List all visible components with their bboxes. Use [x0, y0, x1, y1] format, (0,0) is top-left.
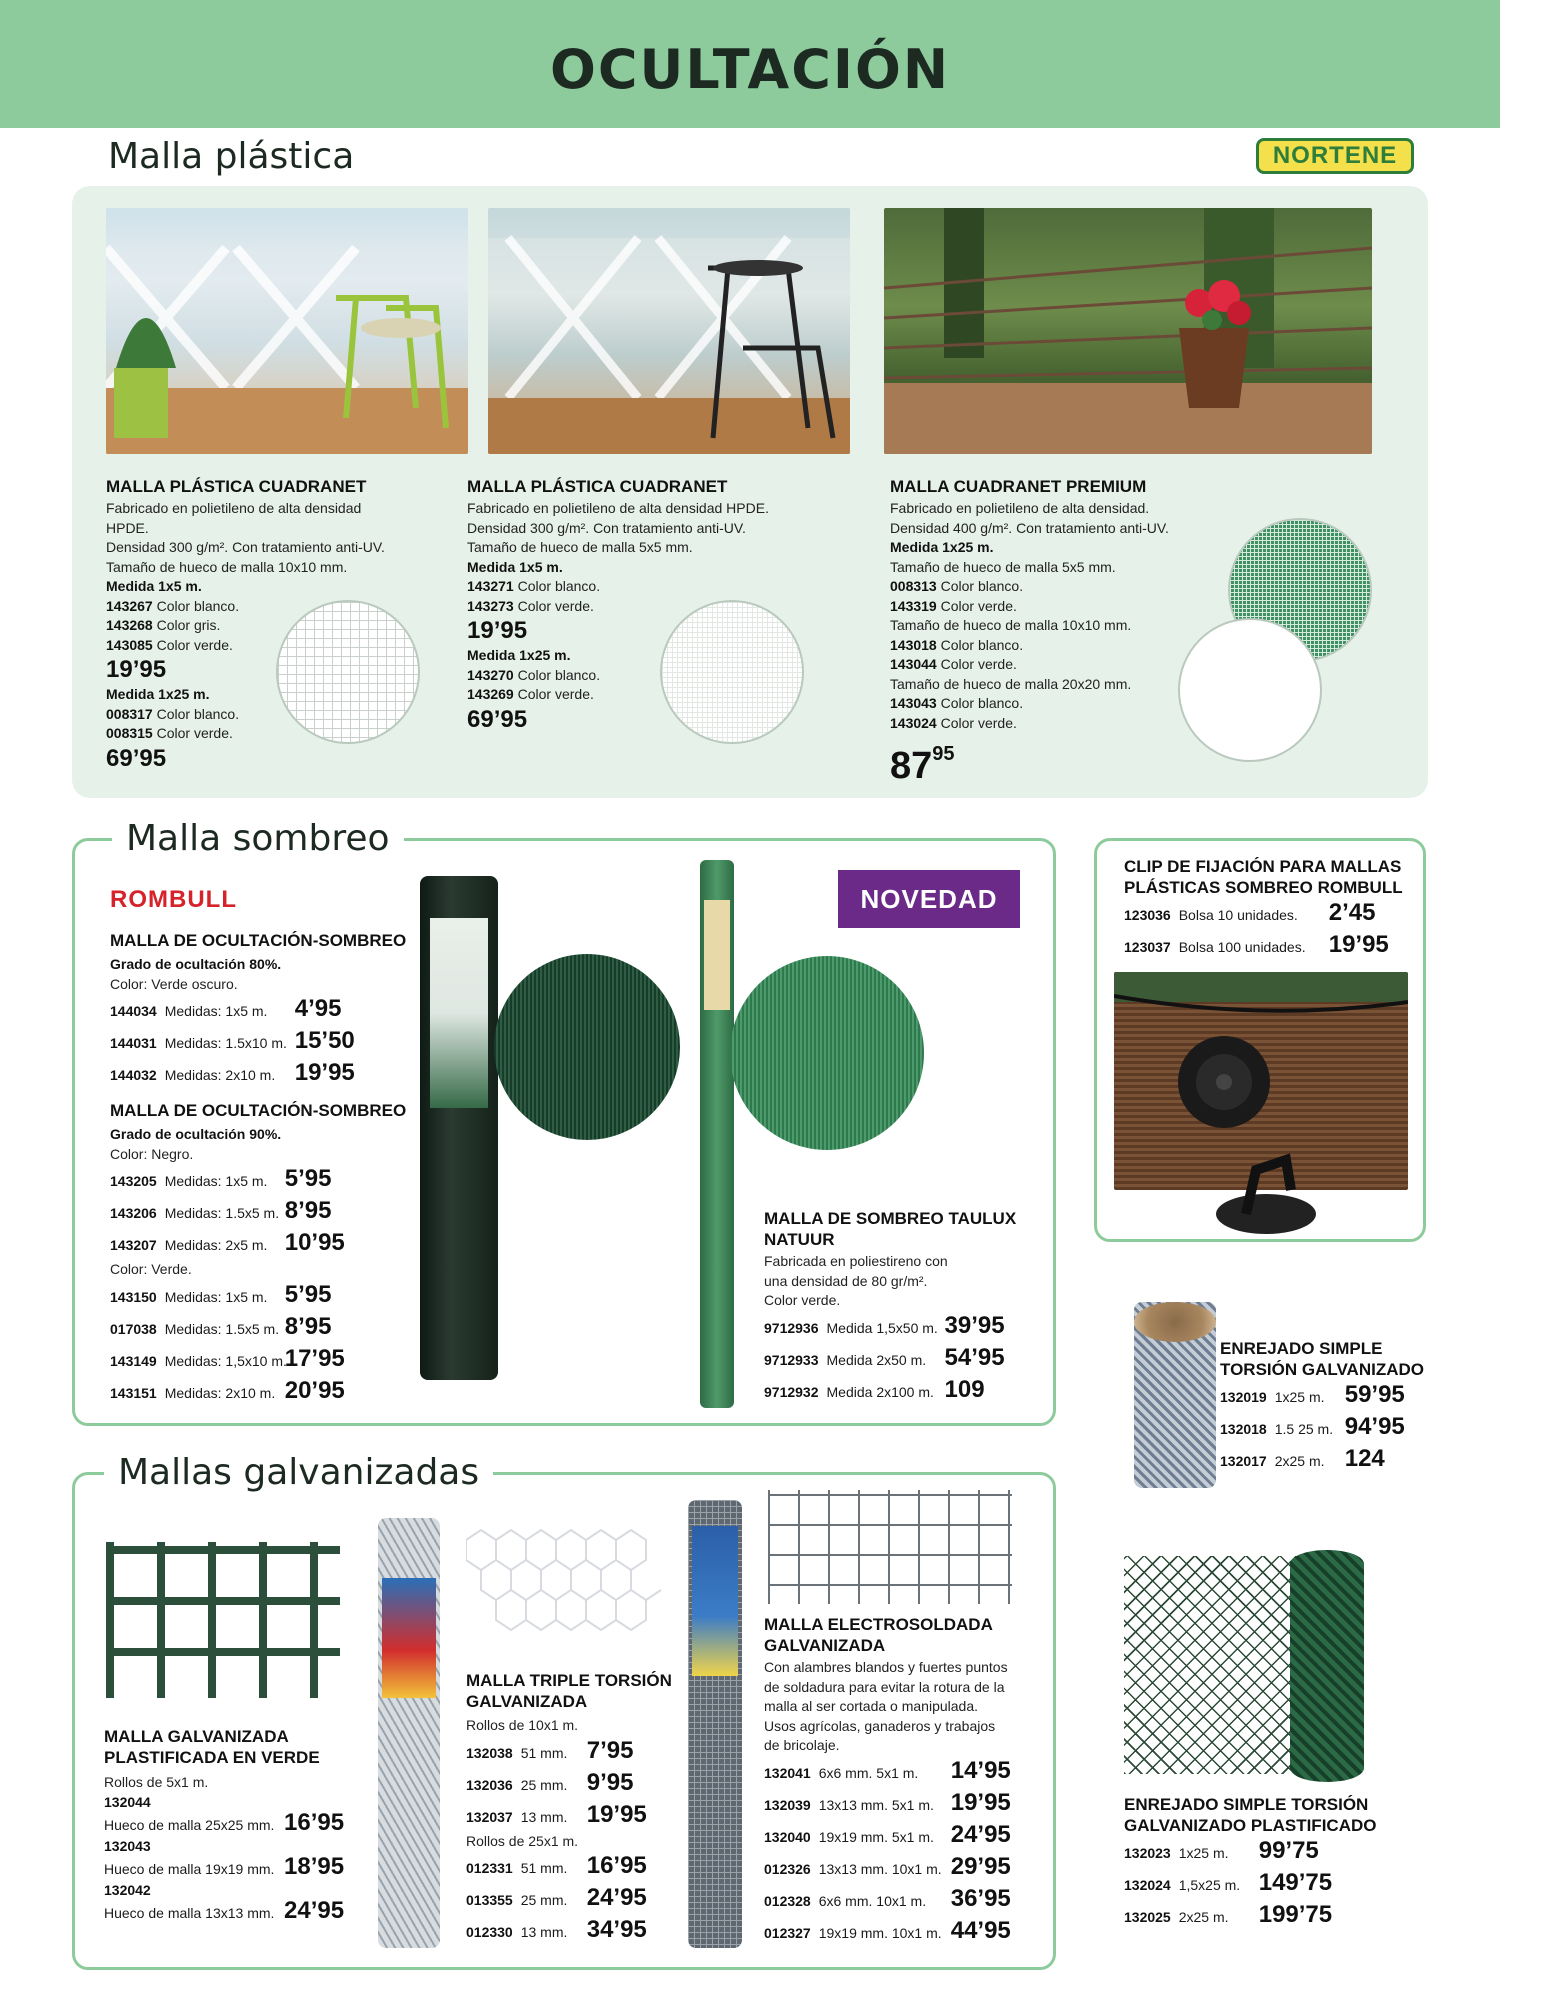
enrejado-plast-product: [1124, 1794, 1424, 1932]
variant-text: 1,5x25 m.: [1178, 1877, 1241, 1893]
variant-text: Color blanco.: [940, 695, 1024, 711]
variant-text: Color blanco.: [517, 578, 601, 594]
variant-text: Medida 2x100 m.: [826, 1383, 934, 1400]
shade-swatch-dark: [494, 954, 680, 1140]
product-code: 143206: [110, 1205, 157, 1221]
garden-photo: [884, 208, 1372, 454]
color-label: Color: Verde oscuro.: [110, 975, 238, 992]
product-code: 143205: [110, 1173, 157, 1189]
product-code: 143269: [467, 686, 514, 702]
product-code: 012326: [764, 1860, 811, 1877]
price: 149’75: [1258, 1869, 1333, 1896]
chainlink-swatch: [1124, 1556, 1300, 1774]
galv-plast-product: [104, 1726, 364, 1924]
product-code: 143268: [106, 617, 153, 633]
product-code: 132023: [1124, 1845, 1171, 1861]
product-code: 012327: [764, 1924, 811, 1941]
desc-line: Fabricado en polietileno de alta densidad.: [890, 500, 1150, 516]
variant-text: 1x25 m.: [1274, 1389, 1325, 1405]
rollos-label: Rollos de 25x1 m.: [466, 1832, 579, 1849]
desc-line: Usos agrícolas, ganaderos y trabajos: [764, 1717, 996, 1734]
price: 109: [944, 1375, 985, 1403]
product-code: 008315: [106, 725, 153, 741]
sombreo-product-a: [110, 930, 410, 1090]
product-code: 132025: [1124, 1909, 1171, 1925]
product-code: 143270: [467, 666, 514, 683]
variant-text: Hueco de malla 19x19 mm.: [104, 1861, 275, 1877]
desc-line: Tamaño de hueco de malla 5x5 mm.: [467, 539, 693, 555]
product-code: 143273: [467, 597, 514, 614]
product-code: 012330: [466, 1924, 513, 1940]
desc-line: de soldadura para evitar la rotura de la: [764, 1678, 1005, 1695]
price: 34’95: [586, 1916, 647, 1943]
variant-text: Bolsa 100 unidades.: [1178, 939, 1306, 955]
enrejado-product: [1220, 1338, 1440, 1476]
variant-text: Tamaño de hueco de malla 10x10 mm.: [890, 617, 1132, 633]
price: 19’95: [106, 656, 167, 683]
roll-label: [382, 1578, 436, 1698]
electro-product: [764, 1614, 1044, 1948]
variant-text: 1.5 25 m.: [1274, 1421, 1334, 1437]
variant-text: Color verde.: [156, 725, 233, 741]
product-code: 143150: [110, 1288, 157, 1305]
variant-text: Color verde.: [940, 656, 1017, 672]
desc-line: Densidad 400 g/m². Con tratamiento anti-UV.: [890, 519, 1169, 536]
variant-text: 13 mm.: [520, 1924, 568, 1940]
shade-roll-green: [700, 860, 734, 1408]
product-code: 132019: [1220, 1389, 1267, 1405]
product-title: MALLA TRIPLE TORSIÓN: [466, 1671, 672, 1690]
novedad-badge: NOVEDAD: [838, 870, 1020, 928]
variant-text: Medidas: 1x5 m.: [164, 1003, 268, 1019]
product-code: 143319: [890, 597, 937, 614]
nortene-logo: NORTENE: [1256, 138, 1414, 174]
product-title: MALLA CUADRANET PREMIUM: [890, 477, 1147, 496]
variant-text: Medidas: 1x5 m.: [164, 1173, 268, 1189]
product-code: 144034: [110, 1003, 157, 1019]
variant-text: Color gris.: [156, 617, 221, 633]
product-title: ENREJADO SIMPLE TORSIÓN: [1124, 1795, 1369, 1814]
variant-text: 19x19 mm. 10x1 m.: [818, 1924, 942, 1941]
variant-text: 6x6 mm. 5x1 m.: [818, 1764, 919, 1781]
product-title: MALLA PLÁSTICA CUADRANET: [106, 477, 367, 496]
price: 18’95: [284, 1853, 345, 1880]
mesh-swatch-white: [276, 600, 420, 744]
price: 39’95: [944, 1311, 1005, 1339]
product-code: 132044: [104, 1794, 151, 1810]
product-code: 132042: [104, 1882, 151, 1898]
price: 24’95: [950, 1820, 1011, 1848]
balcony-photo-2: [488, 208, 850, 454]
variant-text: Medida 1,5x50 m.: [826, 1319, 938, 1336]
measure-label: Medida 1x25 m.: [106, 686, 210, 702]
measure-label: Medida 1x5 m.: [106, 578, 202, 594]
desc-line: Tamaño de hueco de malla 10x10 mm.: [106, 558, 348, 575]
price: 69’95: [467, 705, 528, 733]
price: 29’95: [950, 1852, 1011, 1880]
variant-text: Medida 2x50 m.: [826, 1351, 927, 1368]
measure-label: Medida 1x25 m.: [467, 647, 571, 663]
hex-swatch: [466, 1520, 662, 1650]
product-code: 143044: [890, 656, 937, 672]
price: 16’95: [284, 1809, 345, 1836]
price: 20’95: [284, 1376, 345, 1404]
hex-roll: [378, 1518, 440, 1948]
enrejado-roll: [1134, 1302, 1216, 1488]
product-title: PLÁSTICAS SOMBREO ROMBULL: [1124, 878, 1403, 897]
price: 5’95: [284, 1165, 332, 1192]
chainlink-roll: [1290, 1550, 1364, 1782]
desc-line: Fabricado en polietileno de alta densidad HPDE.: [106, 500, 362, 536]
product-code: 132018: [1220, 1421, 1267, 1437]
desc-line: Fabricado en polietileno de alta densidad HPDE.: [467, 500, 769, 516]
variant-text: 19x19 mm. 5x1 m.: [818, 1828, 934, 1845]
price: 16’95: [586, 1852, 647, 1879]
variant-text: Color blanco.: [156, 705, 240, 722]
variant-text: Medidas: 1.5x5 m.: [164, 1320, 280, 1337]
clip-product: [1124, 856, 1414, 962]
product-title: GALVANIZADA: [466, 1692, 588, 1711]
product-code: 123036: [1124, 907, 1171, 923]
color-label: Color: Verde.: [110, 1261, 192, 1277]
price: 8’95: [284, 1197, 332, 1224]
measure-label: Medida 1x25 m.: [890, 539, 994, 555]
product-code: 008313: [890, 578, 937, 594]
product-title: TORSIÓN GALVANIZADO: [1220, 1360, 1424, 1379]
product-title: PLASTIFICADA EN VERDE: [104, 1748, 320, 1767]
electro-roll: [688, 1500, 742, 1948]
roll-top: [1134, 1302, 1216, 1342]
price: 44’95: [950, 1916, 1011, 1944]
variant-text: Medidas: 1x5 m.: [164, 1288, 268, 1305]
product-code: 144032: [110, 1067, 157, 1083]
roll-label: [704, 900, 730, 1010]
variant-text: Medidas: 1.5x10 m.: [164, 1035, 287, 1051]
product-code: 9712936: [764, 1319, 819, 1336]
variant-text: 13x13 mm. 10x1 m.: [818, 1860, 942, 1877]
price: 19’95: [294, 1059, 355, 1086]
product-code: 143267: [106, 597, 153, 614]
price: 199’75: [1258, 1901, 1333, 1928]
variant-text: Color blanco.: [940, 578, 1024, 594]
product-title: MALLA PLÁSTICA CUADRANET: [467, 477, 728, 496]
product-title: MALLA DE OCULTACIÓN-SOMBREO: [110, 1101, 407, 1120]
product-title: MALLA ELECTROSOLDADA: [764, 1615, 993, 1634]
color-label: Color: Negro.: [110, 1145, 194, 1162]
price: 36’95: [950, 1884, 1011, 1912]
page-title: OCULTACIÓN: [549, 38, 951, 101]
product-code: 008317: [106, 705, 153, 722]
desc-line: una densidad de 80 gr/m².: [764, 1272, 928, 1289]
variant-text: 2x25 m.: [1178, 1909, 1229, 1925]
product-code: 132039: [764, 1796, 811, 1813]
price: 124: [1344, 1445, 1385, 1472]
product-code: 143018: [890, 636, 937, 653]
price: 94’95: [1344, 1413, 1405, 1440]
variant-text: 51 mm.: [520, 1744, 568, 1761]
product-code: 143024: [890, 714, 937, 731]
product-code: 143271: [467, 578, 514, 594]
roll-label: [692, 1526, 738, 1676]
electro-swatch: [768, 1490, 1012, 1604]
price: 54’95: [944, 1343, 1005, 1371]
price: 99’75: [1258, 1837, 1319, 1864]
variant-text: Hueco de malla 13x13 mm.: [104, 1905, 275, 1921]
grado-label: Grado de ocultación 90%.: [110, 1126, 282, 1142]
variant-text: Color verde.: [517, 597, 594, 614]
variant-text: 1x25 m.: [1178, 1845, 1229, 1861]
grado-label: Grado de ocultación 80%.: [110, 956, 282, 972]
shade-roll-dark: [420, 876, 498, 1380]
desc-line: Con alambres blandos y fuertes puntos: [764, 1659, 1008, 1675]
price: 19’95: [467, 617, 528, 644]
roll-label: [430, 918, 488, 1108]
variant-text: Hueco de malla 25x25 mm.: [104, 1817, 275, 1833]
price: 9’95: [586, 1768, 634, 1796]
section-title-plastica: Malla plástica: [108, 136, 355, 177]
product-title: CLIP DE FIJACIÓN PARA MALLAS: [1124, 857, 1402, 876]
section-title-galvanizadas: Mallas galvanizadas: [104, 1452, 493, 1493]
variant-text: Bolsa 10 unidades.: [1178, 907, 1298, 923]
variant-text: Tamaño de hueco de malla 20x20 mm.: [890, 675, 1132, 692]
product-title: GALVANIZADO PLASTIFICADO: [1124, 1816, 1377, 1835]
price: 4’95: [294, 995, 342, 1022]
variant-text: Color verde.: [940, 714, 1017, 731]
variant-text: Color blanco.: [517, 666, 601, 683]
price: 19’95: [1328, 931, 1389, 958]
product-title: GALVANIZADA: [764, 1636, 886, 1655]
plastica-product-3: [890, 476, 1220, 787]
price: 10’95: [284, 1229, 345, 1256]
product-code: 132037: [466, 1808, 513, 1825]
variant-text: Color blanco.: [940, 636, 1024, 653]
product-code: 9712933: [764, 1351, 819, 1368]
green-grid-swatch: [106, 1542, 340, 1698]
product-title: MALLA DE OCULTACIÓN-SOMBREO: [110, 931, 407, 950]
price: 5’95: [284, 1280, 332, 1308]
price: 2’45: [1328, 899, 1376, 926]
product-code: 143149: [110, 1352, 157, 1369]
balcony-photo-1: [106, 208, 468, 454]
desc-line: Densidad 300 g/m². Con tratamiento anti-UV.: [467, 519, 746, 536]
desc-line: de bricolaje.: [764, 1737, 840, 1753]
variant-text: 25 mm.: [520, 1892, 568, 1908]
desc-line: malla al ser cortada o manipulada.: [764, 1698, 979, 1714]
rollos-label: Rollos de 10x1 m.: [466, 1717, 579, 1733]
desc-line: Color verde.: [764, 1292, 841, 1308]
price: 69’95: [106, 744, 167, 772]
product-code: 9712932: [764, 1383, 819, 1400]
product-code: 123037: [1124, 939, 1171, 955]
variant-text: Color verde.: [940, 597, 1017, 614]
variant-text: Medidas: 2x5 m.: [164, 1237, 268, 1253]
variant-text: Tamaño de hueco de malla 5x5 mm.: [890, 558, 1116, 575]
product-code: 144031: [110, 1035, 157, 1051]
product-code: 143207: [110, 1237, 157, 1253]
product-title: ENREJADO SIMPLE: [1220, 1339, 1383, 1358]
sombreo-product-b: [110, 1100, 410, 1408]
price: 59’95: [1344, 1381, 1405, 1408]
shade-swatch-green: [730, 956, 924, 1150]
price: 19’95: [586, 1800, 647, 1828]
price-premium: $87^{95}$: [890, 743, 955, 787]
triple-product: [466, 1670, 686, 1947]
variant-text: 6x6 mm. 10x1 m.: [818, 1892, 927, 1909]
variant-text: Medidas: 1,5x10 m.: [164, 1352, 287, 1369]
price: 8’95: [284, 1312, 332, 1340]
price: 24’95: [284, 1897, 345, 1924]
product-code: 143085: [106, 636, 153, 653]
product-code: 013355: [466, 1892, 513, 1908]
variant-text: Color blanco.: [156, 597, 240, 614]
variant-text: 25 mm.: [520, 1776, 568, 1793]
variant-text: Medidas: 2x10 m.: [164, 1067, 276, 1083]
clip-part: [1206, 1150, 1320, 1240]
product-title: MALLA DE SOMBREO TAULUX: [764, 1209, 1017, 1228]
price: 15’50: [294, 1027, 355, 1054]
rollos-label: Rollos de 5x1 m.: [104, 1774, 209, 1790]
price: 17’95: [284, 1344, 345, 1372]
variant-text: 51 mm.: [520, 1860, 568, 1876]
product-code: 132017: [1220, 1453, 1267, 1469]
variant-text: Color verde.: [517, 686, 594, 702]
rombull-logo: ROMBULL: [110, 886, 237, 913]
variant-text: Color verde.: [156, 636, 233, 653]
product-code: 143151: [110, 1384, 157, 1401]
product-title: MALLA GALVANIZADA: [104, 1727, 289, 1746]
mesh-swatch-white-premium: [1178, 618, 1322, 762]
mesh-swatch-white-fine: [660, 600, 804, 744]
variant-text: 13x13 mm. 5x1 m.: [818, 1796, 934, 1813]
variant-text: 2x25 m.: [1274, 1453, 1325, 1469]
variant-text: Medidas: 2x10 m.: [164, 1384, 276, 1401]
product-code: 132043: [104, 1838, 151, 1854]
product-code: 132038: [466, 1744, 513, 1761]
product-code: 132024: [1124, 1877, 1171, 1893]
product-code: 143043: [890, 695, 937, 711]
product-code: 012331: [466, 1860, 513, 1876]
price: 7’95: [586, 1736, 634, 1764]
price: 19’95: [950, 1788, 1011, 1816]
desc-line: Fabricada en poliestireno con: [764, 1253, 948, 1269]
price: 24’95: [586, 1884, 647, 1911]
product-code: 132040: [764, 1828, 811, 1845]
product-title: NATUUR: [764, 1230, 835, 1249]
product-code: 017038: [110, 1320, 157, 1337]
taulux-product: [764, 1208, 1034, 1407]
product-code: 132036: [466, 1776, 513, 1793]
variant-text: Medidas: 1.5x5 m.: [164, 1205, 280, 1221]
desc-line: Densidad 300 g/m². Con tratamiento anti-UV.: [106, 539, 385, 555]
variant-text: 13 mm.: [520, 1808, 568, 1825]
section-title-sombreo: Malla sombreo: [112, 818, 404, 859]
product-code: 132041: [764, 1764, 811, 1781]
measure-label: Medida 1x5 m.: [467, 558, 563, 575]
price: 14’95: [950, 1756, 1011, 1784]
product-code: 012328: [764, 1892, 811, 1909]
